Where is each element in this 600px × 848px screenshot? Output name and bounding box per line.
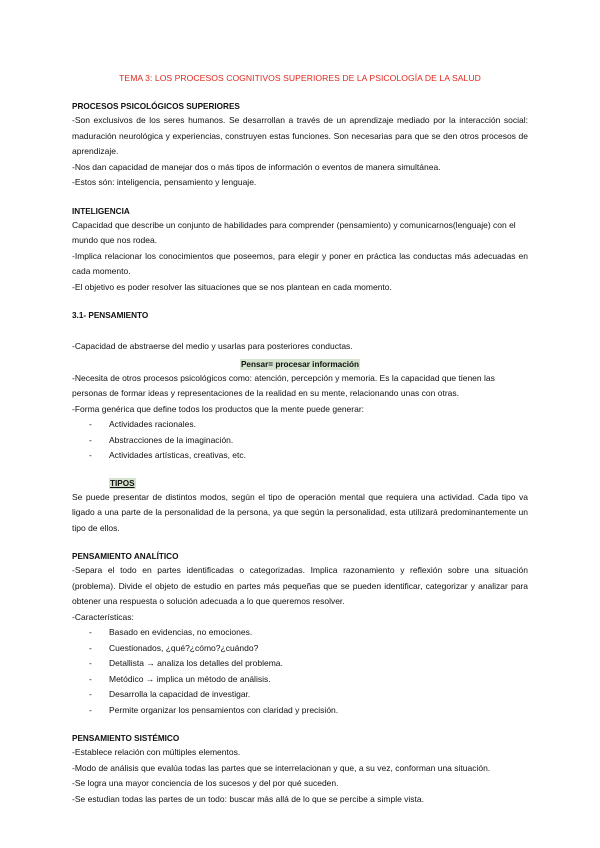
section-heading-analitico: PENSAMIENTO ANALÍTICO [72,552,179,561]
paragraph: -El objetivo es poder resolver las situaciones que se nos plantean en cada momento. [72,281,392,292]
paragraph: -Son exclusivos de los seres humanos. Se desarrollan a través de un aprendizaje mediado por la interacción social: maduración neurológica y experiencias, construyen estas funciones. Son necesarias para que se den otros procesos de aprendizaje. [72,115,528,156]
list-item: - Basado en evidencias, no emociones. [72,625,528,641]
paragraph: -Modo de análisis que evalúa todas las partes que se interrelacionan y que, a su vez, conforman una situación. [72,762,491,773]
tipos-line [72,474,528,490]
list-item: - Abstracciones de la imaginación. [72,433,528,449]
paragraph: Capacidad que describe un conjunto de habilidades para comprender (pensamiento) y comunicarnos(lenguaje) con el mundo que nos rodea. [72,219,516,245]
dash-list-productos [72,417,528,464]
paragraph: -Estos són: inteligencia, pensamiento y lenguaje. [72,177,257,187]
paragraph: Se puede presentar de distintos modos, según el tipo de operación mental que requiera una actividad. Cada tipo va ligado a una parte de la personalidad de la persona, ya que según la personalidad, esta utilizará predominantemente un tipo de ellos. [72,491,528,533]
section-heading-sistemico: PENSAMIENTO SISTÉMICO [72,734,180,743]
highlighted-definition: Pensar= procesar información [240,359,360,369]
document-body [72,100,528,807]
paragraph: -Necesita de otros procesos psicológicos como: atención, percepción y memoria. Es la capacidad que tienen las personas de formar ideas y representaciones de la realidad en su mente, relacionando unas con otras. [72,372,495,398]
section-heading-pensamiento: 3.1- PENSAMIENTO [72,311,149,320]
dash-list-caracteristicas [72,625,528,718]
paragraph: -Establece relación con múltiples elementos. [72,747,241,757]
list-item: - Desarrolla la capacidad de investigar. [72,687,528,703]
list-item: - Metódico → implica un método de análisis. [72,672,528,688]
paragraph: -Se logra una mayor conciencia de los sucesos y del por qué suceden. [72,778,339,788]
paragraph: -Se estudian todas las partes de un todo: buscar más allá de lo que se percibe a simple vista. [72,793,425,804]
section-heading-procesos: PROCESOS PSICOLÓGICOS SUPERIORES [72,102,240,111]
paragraph: -Implica relacionar los conocimientos que poseemos, para elegir y poner en práctica las conductas más adecuadas en cada momento. [72,250,528,276]
list-item: - Actividades racionales. [72,417,528,433]
list-item: - Detallista → analiza los detalles del problema. [72,656,528,672]
paragraph: -Características: [72,611,134,622]
highlight-line [72,356,528,371]
list-item: - Cuestionados, ¿qué?¿cómo?¿cuándo? [72,641,528,657]
section-heading-inteligencia: INTELIGENCIA [72,206,130,216]
paragraph: -Nos dan capacidad de manejar dos o más tipos de información o eventos de manera simultánea. [72,161,441,172]
tipos-heading: TIPOS [110,478,135,488]
list-item: - Permite organizar los pensamientos con claridad y precisión. [72,703,528,719]
paragraph: -Capacidad de abstraerse del medio y usarlas para posteriores conductas. [72,341,353,351]
list-item: - Actividades artísticas, creativas, etc. [72,448,528,464]
paragraph: -Separa el todo en partes identificadas o categorizadas. Implica razonamiento y reflexión sobre una situación (problema). Divide el objeto de estudio en partes más pequeñas que se pueden identificar, categorizar y analizar para obtener una respuesta o solución adecuada a lo que queremos resolver. [72,565,528,606]
document-title: TEMA 3: LOS PROCESOS COGNITIVOS SUPERIORES DE LA PSICOLOGÍA DE LA SALUD [119,73,481,83]
paragraph: -Forma genérica que define todos los productos que la mente puede generar: [72,403,365,414]
